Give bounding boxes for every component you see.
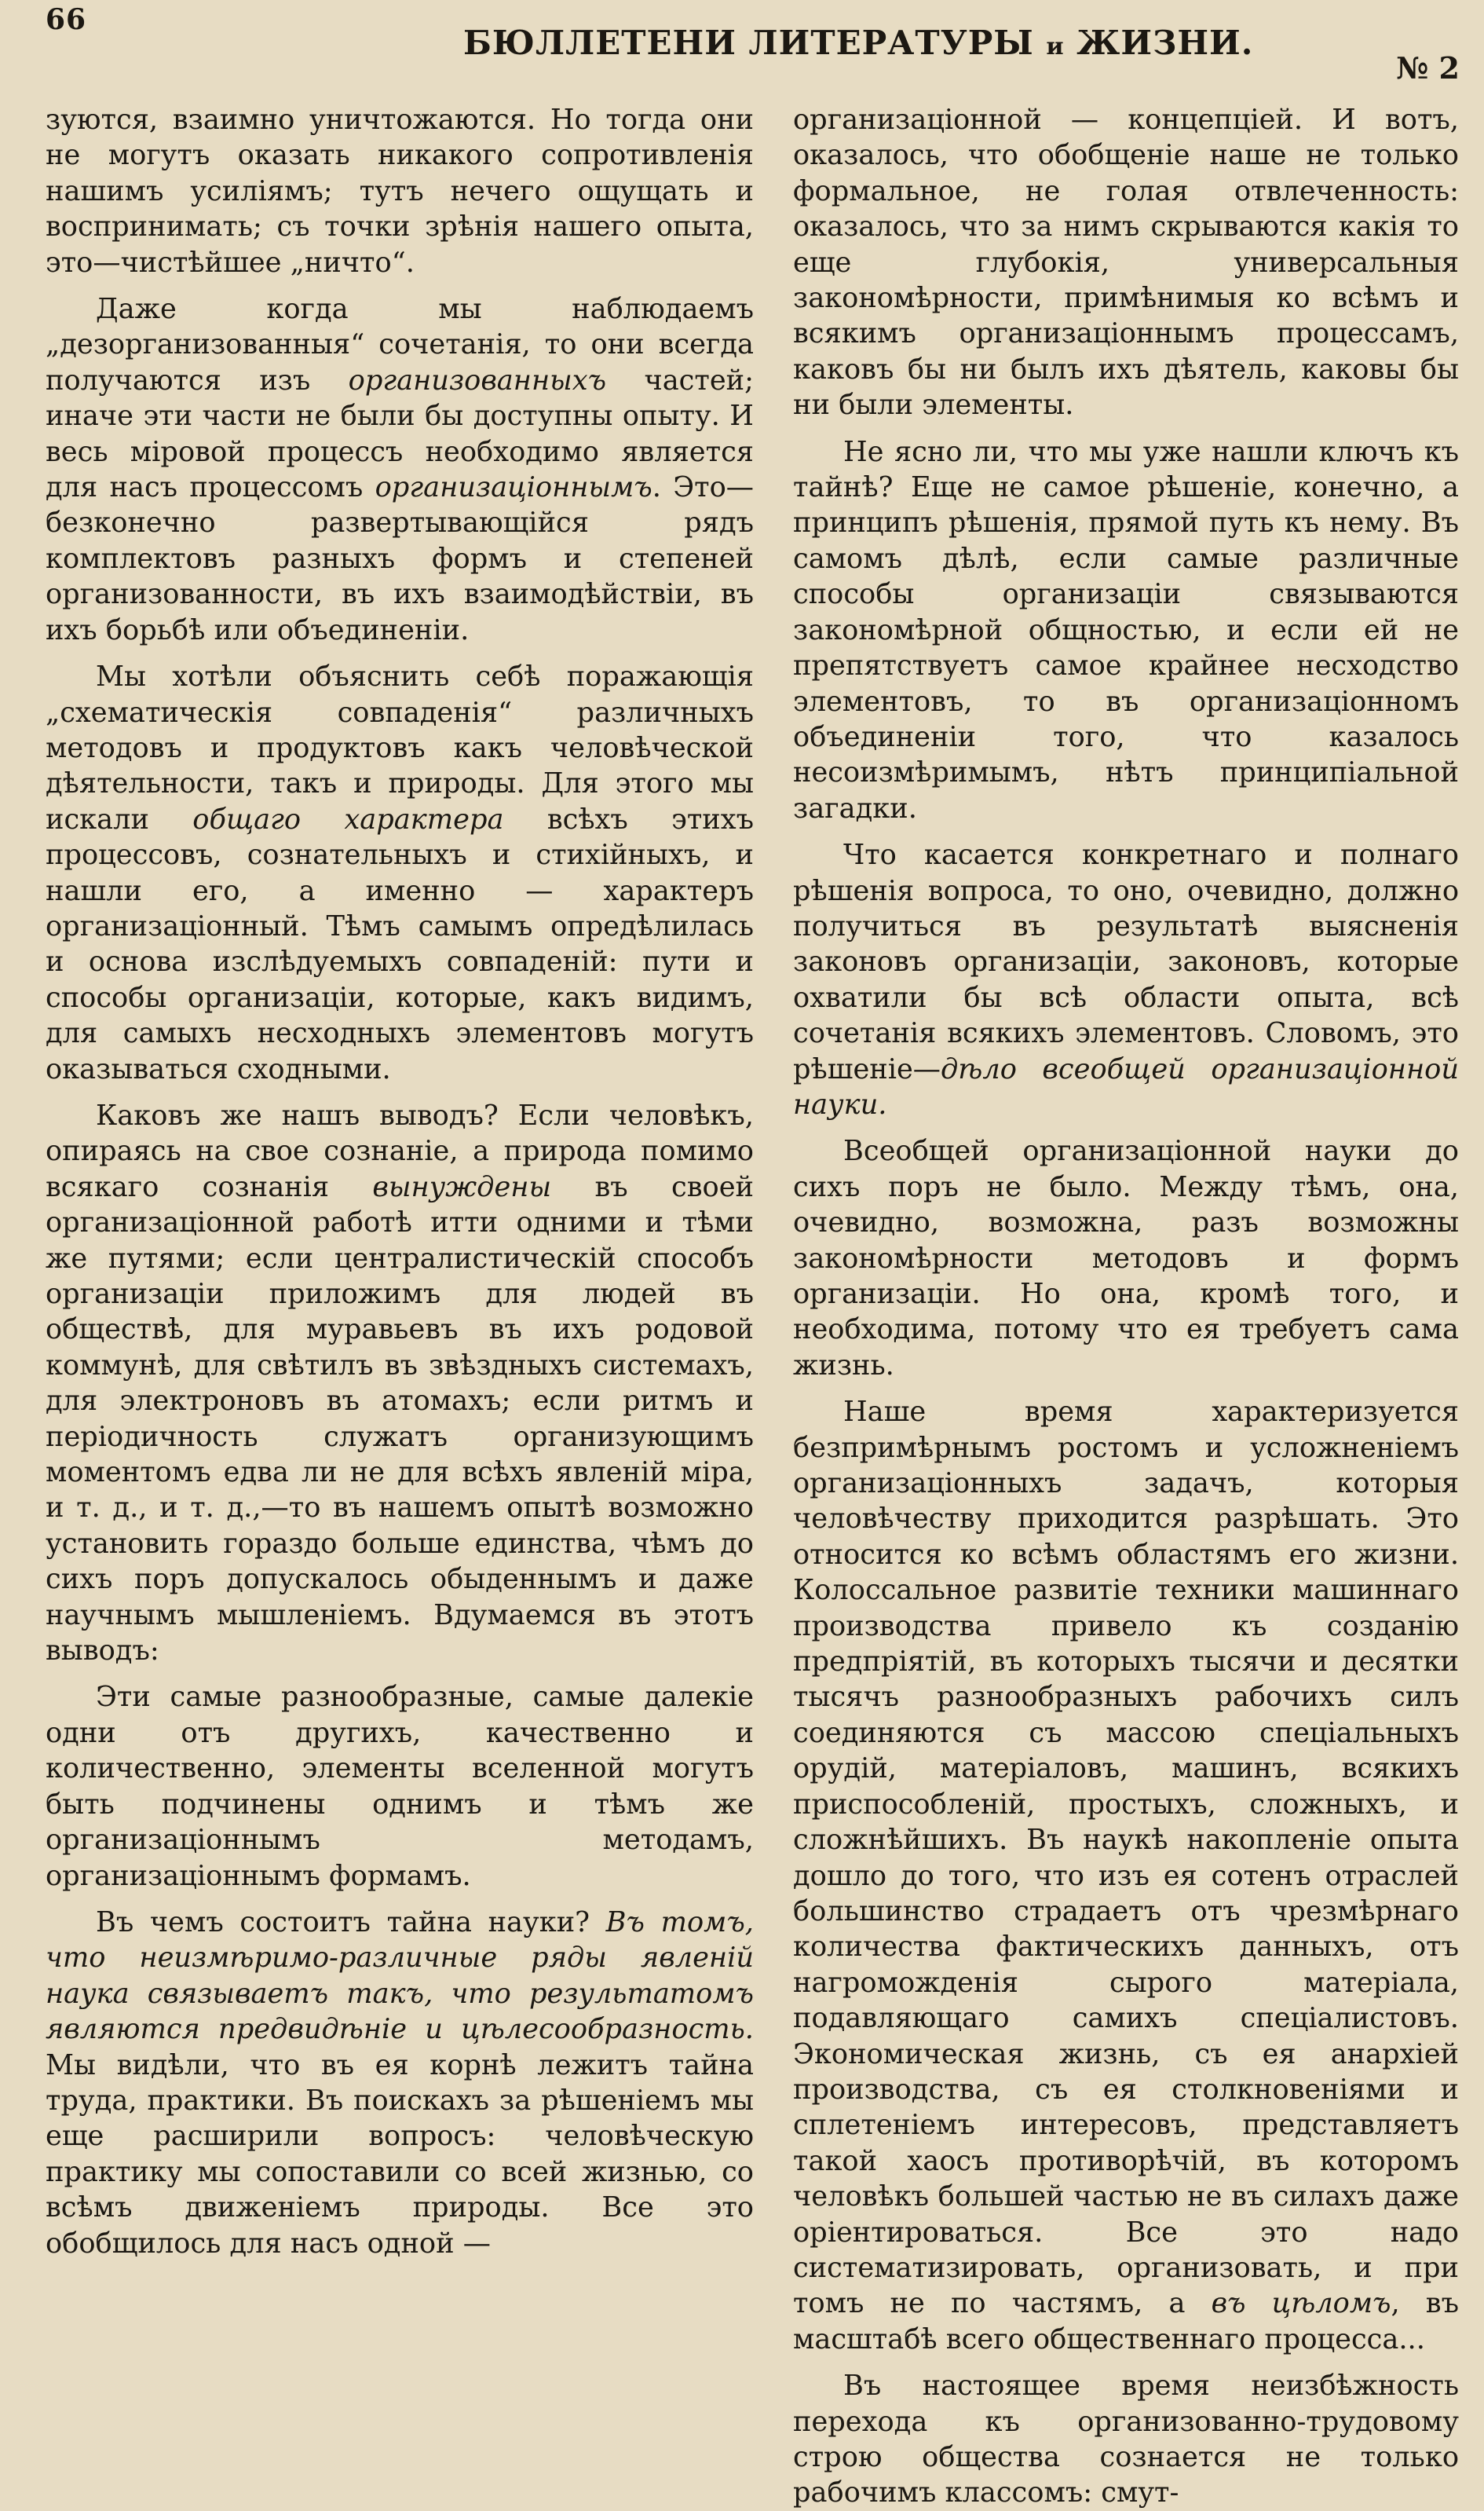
paragraph-text: Въ настоящее время неизбѣжность перехода къ организованно-трудовому строю общества сознается не только рабочимъ классомъ: смут- [793,2370,1459,2509]
paragraph [793,434,1459,826]
paragraph-text: Что касается конкретнаго и полнаго рѣшенія вопроса, то оно, очевидно, должно получиться въ результатѣ выясненія законовъ организаціи, законовъ, которые охватили бы всѣ области опыта, всѣ сочетанія всякихъ элементовъ. Словомъ, это рѣшеніе— [793,839,1459,1085]
paragraph [793,2368,1459,2511]
running-title [463,24,1253,62]
emphasis-text: вынуждены [372,1170,552,1203]
page-number: 66 [46,3,87,36]
paragraph-text: Даже когда мы наблюдаемъ „дезорганизованныя“ сочетанія, то они всегда получаются изъ [46,293,754,397]
paragraph-text: . Это—безконечно развертывающійся рядъ комплектовъ разныхъ формъ и степеней организованности, въ ихъ взаимодѣйствіи, въ ихъ борьбѣ или объединеніи. [46,471,754,646]
paragraph [46,659,754,1087]
running-title-main: БЮЛЛЕТЕНИ ЛИТЕРАТУРЫ [463,24,1034,62]
paragraph-text: зуются, взаимно уничтожаются. Но тогда они не могутъ оказать никакого сопротивленія нашимъ усиліямъ; тутъ нечего ощущать и воспринимать; съ точки зрѣнія нашего опыта, это—чистѣйшее „ничто“. [46,104,754,279]
paragraph-text: всѣхъ этихъ процессовъ, сознательныхъ и стихійныхъ, и нашли его, а именно — характеръ организаціонный. Тѣмъ самымъ опредѣлилась и основа изслѣдуемыхъ совпаденій: пути и способы организаціи, которые, какъ видимъ, для самыхъ несходныхъ элементовъ могутъ оказываться сходными. [46,803,754,1085]
paragraph-text: Въ чемъ состоитъ тайна науки? [96,1905,606,1938]
right-column [793,102,1459,2511]
left-column [46,102,754,2261]
paragraph-text: , въ масштабѣ всего общественнаго процесса... [793,2287,1459,2355]
paragraph-text: Всеобщей организаціонной науки до сихъ поръ не было. Между тѣмъ, она, очевидно, возможна, разъ возможны закономѣрности методовъ и формъ организаціи. Но она, кромѣ того, и необходима, потому что ея требуетъ сама жизнь. [793,1135,1459,1382]
paragraph-text: организаціонной — концепціей. И вотъ, оказалось, что обобщеніе наше не только формальное, не голая отвлеченность: оказалось, что за нимъ скрываются какія то еще глубокія, универсальныя закономѣрности, примѣнимыя ко всѣмъ и всякимъ организаціоннымъ процессамъ, каковъ бы ни былъ ихъ дѣятель, каковы бы ни были элементы. [793,104,1459,422]
running-title-end: ЖИЗНИ. [1076,24,1254,62]
paragraph [46,1905,754,2261]
paragraph [793,102,1459,423]
paragraph-text: Мы хотѣли объяснить себѣ поражающія „схематическія совпаденія“ различныхъ методовъ и продуктовъ какъ человѣческой дѣятельности, такъ и природы. Для этого мы искали [46,661,754,836]
paragraph-text: въ своей организаціонной работѣ итти одними и тѣми же путями; если централистическій способъ организаціи приложимъ для людей въ обществѣ, для муравьевъ въ ихъ родовой коммунѣ, для свѣтилъ въ звѣздныхъ системахъ, для электроновъ въ атомахъ; если ритмъ и періодичность служатъ организующимъ моментомъ едва ли не для всѣхъ явленій міра, и т. д., и т. д.,—то въ нашемъ опытѣ возможно установить гораздо больше единства, чѣмъ до сихъ поръ допускалось обыденнымъ и даже научнымъ мышленіемъ. Вдумаемся въ этотъ выводъ: [46,1170,754,1667]
running-title-conjunction: и [1046,33,1065,60]
paragraph [793,837,1459,1122]
paragraph-text: Эти самые разнообразные, самые далекіе одни отъ другихъ, качественно и количественно, элементы вселенной могутъ быть подчинены однимъ и тѣмъ же организаціоннымъ методамъ, организаціоннымъ формамъ. [46,1681,754,1892]
emphasis-text: Въ томъ, что неизмѣримо-различные ряды явленій наука связываетъ такъ, что результатомъ являются предвидѣніе и цѣлесообразность. [46,1905,754,2046]
paragraph-text: частей; иначе эти части не были бы доступны опыту. И весь міровой процессъ необходимо является для насъ процессомъ [46,364,754,504]
paragraph [46,1679,754,1893]
emphasis-text: организованныхъ [348,364,607,397]
paragraph [793,1394,1459,2357]
paragraph-text: Не ясно ли, что мы уже нашли ключъ къ тайнѣ? Еще не самое рѣшеніе, конечно, а принципъ рѣшенія, прямой путь къ нему. Въ самомъ дѣлѣ, если самые различные способы организаціи связываются закономѣрной общностью, и если ей не препятствуетъ самое крайнее несходство элементовъ, то въ организаціонномъ объединеніи того, что казалось несоизмѣримымъ, нѣтъ принципіальной загадки. [793,435,1459,825]
paragraph [46,291,754,648]
emphasis-text: дѣло всеобщей организаціонной науки. [793,1052,1459,1121]
paragraph [46,1098,754,1669]
emphasis-text: общаго характера [192,803,504,836]
paragraph-text: Наше время характеризуется безпримѣрнымъ ростомъ и усложненіемъ организаціонныхъ задачъ, которыя человѣчеству приходится разрѣшать. Это относится ко всѣмъ областямъ его жизни. Колоссальное развитіе техники машиннаго производства привело къ созданію предпріятій, въ которыхъ тысячи и десятки тысячъ разнообразныхъ рабочихъ силъ соединяются съ массою спеціальныхъ орудій, матеріаловъ, машинъ, всякихъ приспособленій, простыхъ, сложныхъ, и сложнѣйшихъ. Въ наукѣ накопленіе опыта дошло до того, что изъ ея сотенъ отраслей большинство страдаетъ отъ чрезмѣрнаго количества фактическихъ данныхъ, отъ нагроможденія сырого матеріала, подавляющаго самихъ спеціалистовъ. Экономическая жизнь, съ ея анархіей производства, съ ея столкновеніями и сплетеніемъ интересовъ, представляетъ такой хаосъ противорѣчій, въ которомъ человѣкъ большей частью не въ силахъ даже оріентироваться. Все это надо систематизировать, организовать, и при томъ не по частямъ, а [793,1396,1459,2320]
emphasis-text: организаціоннымъ [375,471,652,504]
paragraph-text: Мы видѣли, что въ ея корнѣ лежитъ тайна труда, практики. Въ поискахъ за рѣшеніемъ мы еще расширили вопросъ: человѣческую практику мы сопоставили со всей жизнью, со всѣмъ движеніемъ природы. Все это обобщилось для насъ одной — [46,2048,754,2260]
paragraph-text: Каковъ же нашъ выводъ? Если человѣкъ, опираясь на свое сознаніе, а природа помимо всякаго сознанія [46,1099,754,1203]
emphasis-text: въ цѣломъ [1211,2287,1391,2320]
issue-number: № 2 [1396,50,1460,86]
paragraph [46,102,754,280]
paragraph [793,1133,1459,1383]
page-header [0,0,1484,94]
